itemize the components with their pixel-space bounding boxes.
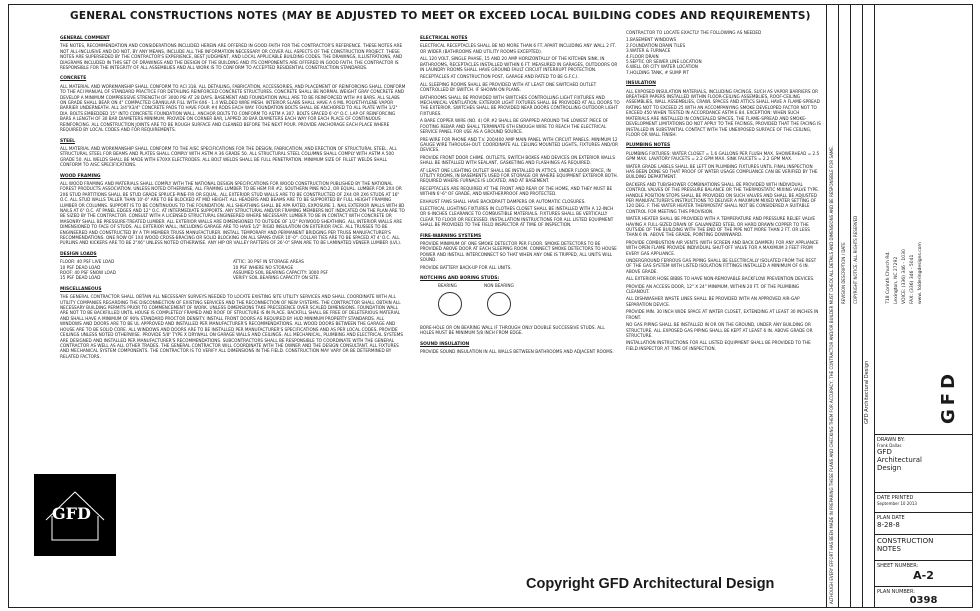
- locate-item: 4.FLOOR DRAIN: [626, 53, 659, 59]
- locate-item: 7.HOLDING TANK, # SUMP PIT: [626, 69, 689, 75]
- notes-column-plumbing: [626, 30, 822, 555]
- divider: [862, 4, 863, 608]
- plumbing-note: NO GAS PIPING SHALL BE INSTALLED IN OR ON THE GROUND, UNDER ANY BUILDING OR STRUCTURE. ALL EXPOSED GAS PIPING SHALL BE KEPT AT LEAST 6 IN. ABOVE GRADE OR STRUCTURE.: [626, 322, 813, 338]
- fire-text: PROVIDE MINIMUM OF ONE SMOKE DETECTOR PER FLOOR. SMOKE DETECTORS TO BE PROVIDED ABOVE DOOR AT EACH SLEEPING ROOM. CONNECT SMOKE DETECTORS TO HOUSE POWER AND INSTALL INTERCONNECT SO THAT WHEN ANY ONE IS TRIPPED, ALL UNITS WILL SOUND.: [420, 241, 617, 263]
- copyright-watermark: Copyright GFD Architectural Design: [526, 576, 775, 592]
- electrical-note: ELECTRICAL LIGHTING FIXTURES IN CLOTHES CLOSET SHALL BE INSTALLED WITH A 12-INCH OR 6-INCHES CLEARANCE TO COMBUSTIBLE MATERIALS. FIXTURES SHALL BE VERTICALLY CLEAR TO FLOOR OR RECESSED. INSTALLATION INSTRUCTIONS FOR ALL LISTED EQUIPMENT SHALL BE PROVIDED TO THE FIELD INSPECTOR AT TIME OF INSPECTION.: [420, 205, 614, 228]
- date-printed-value: September 10 2013: [877, 501, 917, 506]
- revision-vertical: REVISION DESCRIPTION / DATE: [841, 242, 846, 304]
- date-printed-label: DATE PRINTED: [877, 495, 914, 501]
- load-cell: ASSUMED SOIL BEARING CAPACITY: 3000 PSF: [233, 270, 329, 276]
- voice-vertical: VOICE: (336) 346 - 1030: [902, 249, 907, 304]
- plumbing-heading: PLUMBING NOTES: [626, 143, 671, 149]
- locate-heading: CONTRACTOR TO LOCATE EXACTLY THE FOLLOWING AS NEEDED: [626, 30, 762, 35]
- load-cell: ROOF: 40 PSF SNOW LOAD: [60, 270, 116, 276]
- electrical-note: A BARE COPPER WIRE (NO. 4) OR #2 SHALL BE GRAPPED AROUND THE LOWEST PIECE OF FOOTING REBAR AND SHALL TERMINATE 6TH ENOUGH WIRE TO REACH THE ELECTRICAL SERVICE PANEL FOR USE AS A GROUND SOURCE.: [420, 118, 609, 135]
- framing-heading: WOOD FRAMING: [60, 173, 101, 179]
- electrical-note: ALL 120 VOLT, SINGLE PHASE, 15 AND 20 AMP HORIZONTALLY OF THE KITCHEN SINK, IN BATHROOMS, RECEPTACLES INSTALLED WITHIN 6 FT. MEASURED IN GARAGES, OUTDOORS OR IN LAUNDRY ROOMS SHALL HAVE GROUND FAULT CIRCUIT INTERRUPT PROTECTION.: [420, 56, 618, 73]
- plumbing-note: PROVIDE COMBUSTION AIR VENTS (WITH SCREEN AND BACK DAMPER) FOR ANY APPLIANCE WITH OPEN FLAME PROVIDE INDIVIDUAL SHUT-OFF VALVE FOR A MAXIMUM 3 FEET FROM EVERY GAS APPLIANCE.: [626, 239, 819, 256]
- electrical-note: PRE-WIRE FOR PHONE AND T.V. 200/400 AMP MAIN PANEL WITH CIRCUIT PANELS. MINIMUM 12 GAUGE WIRE THROUGH-OUT. COORDINATE ALL CEILING MOUNTED LIGHTS, FIXTURES AND/OR DEVICES.: [420, 136, 618, 153]
- steel-heading: STEEL: [60, 138, 75, 144]
- sheet-number-block: [874, 560, 973, 586]
- sheet-number-label: SHEET NUMBER:: [877, 563, 919, 569]
- sheet-title-line: CONSTRUCTION: [877, 537, 934, 545]
- plumbing-note: PLUMBING FIXTURES: WATER CLOSET = 1.6 GALLONS PER FLUSH MAX. SHOWERHEAD = 2.5 GPM MAX. LAVATORY FAUCETS = 2.2 GPM MAX. SINK FAUCETS = 2.2 GPM MAX.: [626, 150, 820, 162]
- plumbing-note: PROVIDE MIN. 30 INCH WIDE SPACE AT WATER CLOSET, EXTENDING AT LEAST 30 INCHES IN FRONT.: [626, 309, 819, 320]
- load-cell: 15 PSF DEAD LOAD: [60, 275, 101, 281]
- bearing-bore-icon: [438, 292, 462, 316]
- sheet-title-line: NOTES: [877, 545, 901, 553]
- plan-number: 0398: [909, 595, 938, 606]
- locate-item: 5.SEPTIC OR SEWER LINE LOCATION: [626, 59, 702, 65]
- fire-heading: FIRE-WARNING SYSTEMS: [420, 233, 482, 239]
- firm-line: Design: [877, 464, 902, 472]
- load-cell: FLOOR: 40 PSF LIVE LOAD: [60, 259, 115, 265]
- copyright-vertical: COPYRIGHT NOTICE: ALL RIGHTS RESERVED: [853, 215, 858, 304]
- electrical-note: RECEPTACLES ARE REQUIRED AT THE FRONT AND REAR OF THE HOME, AND THEY MUST BE WITHIN 6'-6" OF GRADE, AND WEATHERPROOF AND PROTECTED.: [420, 185, 613, 197]
- steel-text: ALL MATERIAL AND WORKMANSHIP SHALL CONFORM TO THE AISC SPECIFICATIONS FOR THE DESIGN, FABRICATION, AND ERECTION OF STRUCTURAL STEEL. ALL STRUCTURAL STEEL FOR BEAMS AND PLATES SHALL COMPLY WITH ASTM A 36 GRADE 50. ALL STRUCTURAL STEEL COLUMNS SHALL COMPLY WITH ASTM A 500 GRADE 50. ALL WELDS SHALL BE MADE WITH E70XX ELECTRODES. ALL BOLT WELDS SHALL BE FULL PENETRATION. MINIMUM SIZE OF FILLET WELDS SHALL CONFORM TO AISC SPECIFICATIONS.: [60, 145, 397, 168]
- plumbing-note: ALL DISHWASHER WASTE LINES SHALL BE PROVIDED WITH AN APPROVED AIR-GAP SEPARATION DEVICE.: [626, 296, 800, 307]
- misc-heading: MISCELLANEOUS: [60, 286, 102, 292]
- electrical-note: ALL SLEEPING ROOMS SHALL BE PROVIDED WITH AT LEAST ONE SWITCHED OUTLET CONTROLLED BY SWITCH. IF SHOWN ON PLANS.: [420, 81, 597, 93]
- sheet-heading: GENERAL CONSTRUCTIONS NOTES (MAY BE ADJUSTED TO MEET OR EXCEED LOCAL BUILDING CODES AND REQUIREMENTS): [70, 10, 811, 22]
- concrete-heading: CONCRETE: [60, 76, 87, 82]
- disclaimer-vertical: ALTHOUGH EVERY EFFORT HAS BEEN MADE IN PREPARING THESE PLANS AND CHECKING THEM FOR ACCURACY, THE CONTRACTOR AND/OR BUILDER MUST CHECK ALL DETAILS AND DIMENSIONS AND BE RESPONSIBLE FOR SAME.: [829, 145, 834, 604]
- locate-item: 6.WELL OR CITY WATER LOCATION: [626, 64, 698, 70]
- general-heading: GENERAL COMMENT: [60, 36, 110, 41]
- locate-item: 3.WATER & FURNACE: [626, 48, 671, 54]
- load-cell: 10 PSF WHERE NO STORAGE: [233, 264, 294, 270]
- bearing-label: BEARING: [438, 283, 457, 289]
- date-printed-block: [874, 492, 973, 512]
- drawn-by-name: Frank Dallas: [877, 443, 902, 448]
- plan-number-label: PLAN NUMBER:: [877, 589, 915, 595]
- plan-date-block: [874, 512, 973, 534]
- electrical-heading: ELECTRICAL NOTES: [420, 36, 468, 41]
- electrical-note: AT LEAST ONE LIGHTING OUTLET SHALL BE INSTALLED IN ATTICS, UNDER FLOOR SPACE, IN UTILITY ROOMS, IN BASEMENTS USED FOR STORAGE OR WHERE EQUIPMENT EXTERIOR BOTH. REQUIRED WHERE FURNACE IS LOCATED, AND AT BASEMENT.: [420, 167, 618, 184]
- non-bearing-label: NON BEARING: [484, 283, 514, 289]
- title-block: [826, 4, 973, 608]
- fax-vertical: FAX: (336) 346 - 5041: [910, 254, 915, 304]
- notch-text: BORE-HOLE OR ON BEARING WALL IF THROUGH ONLY DOUBLE SUCCESSIVE STUDS. ALL HOLES MUST BE MINIMUM 5/8 INCH FROM EDGE.: [420, 324, 605, 336]
- load-cell: 10 PSF DEAD LOAD: [60, 264, 101, 270]
- firm-line: Architectural: [877, 456, 922, 464]
- locate-item: 2.FOUNDATION DRAIN TILES: [626, 42, 686, 48]
- divider: [838, 4, 839, 608]
- gfd-vertical-letters: GFD: [938, 369, 959, 424]
- divider: [850, 4, 851, 608]
- load-cell: VERIFY SOIL BEARING CAPACITY ON SITE.: [233, 275, 320, 281]
- electrical-note: ELECTRICAL RECEPTACLES SHALL BE NO MORE THAN 6 FT. APART INCLUDING ANY WALL 2 FT. OR WIDER (BATHROOMS AND UTILITY ROOMS EXCEPTED).: [420, 43, 616, 54]
- locate-item: 1.BASEMENT WINDOWS: [626, 37, 677, 43]
- framing-text: ALL WOOD FRAMING AND MATERIALS SHALL COMPLY WITH THE NATIONAL DESIGN SPECIFICATIONS FOR WOOD CONSTRUCTION PUBLISHED BY THE NATIONAL FOREST PRODUCTS ASSOCIATION. UNLESS NOTED OTHERWISE, ALL FRAMING LUMBER TO BE HEM FIR #2, SOUTHERN PINE NO.2, OR EQUAL. LUMBER FOR 2X4 OR 2X6 STUD PARTITIONS SHALL BE STUD GRADE SPRUCE-PINE-FIR OR EQUAL. ALL EXTERIOR STUD WALLS ARE TO BE CONSTRUCTED OF 2X4 OR 2X6 STUDS AT 16" O.C. ALL STUD WALLS TALLER THAN 10'-0" ARE TO BE BLOCKED AT MID HEIGHT. ALL HEADERS AND BEAMS ARE TO BE SUPPORTED BY FULL HEIGHT FRAMING LUMBER OR COLUMNS. SUPPORT IS TO BE CONTINUOUS TO THE FOUNDATION. ALL SHEATHING SHALL BE APA RATED, EXPOSURE 1. NAIL EXTERIOR WALLS WITH 8D NAILS AT 6" O.C. AT PANEL EDGES AND 12" O.C. AT INTERMEDIATE SUPPORTS. ANY STRUCTURAL AND/OR FRAMING MEMBERS NOT INDICATED ON THE PLAN ARE TO BE SIZED BY THE CONTRACTOR. CONSULT WITH A LICENSED STRUCTURAL ENGINEERED WHERE NECESSARY. LUMBER TO BE IN CONTACT WITH CONCRETE OR MASONRY SHALL BE PRESSURE-TREATED LUMBER. ALL EXTERIOR WALLS ARE DIMENSIONED TO OUTSIDE OF 1/2" PLYWOOD SHEATHING. ALL INTERIOR WALLS ARE DIMENSIONED TO FACE OF STUDS. ALL EXTERIOR WALL, INCLUDING GARAGE ARE TO HAVE 1/2" RIGID INSULATION ON EXTERIOR FACE. ALL TRUSSES TO BE ENGINEERED AND CONSTRUCTED BY A TPI MEMBER TRUSS MANUFACTURER. INSTALL TEMPORARY AND PERMANENT BRIDGING PER TRUSS MANUFACTURER'S RECOMMENDATIONS. ONE ROW OF 1X4 WOOD CROSS-BRACING OR SOLID BLOCKING ON ALL SPANS OVER 10'-0". COLLAR TIES ARE TO BE SPACED AT 4' O.C. ALL PURLINS AND KICKERS ARE TO BE 2"X6" UNLESS NOTED OTHERWISE. ANY HIP OR VALLEY RAFTERS OF 26'-0" SPAN ARE TO BE LAMINATED VENEER LUMBER (LVL).: [60, 180, 405, 246]
- plumbing-note: PROVIDE AN ACCESS DOOR, 12" X 24" MINIMUM, WITHIN 20 FT. OF THE PLUMBING CLEANOUT.: [626, 283, 800, 295]
- plan-date-label: PLAN DATE: [877, 515, 905, 521]
- battery-text: PROVIDE BATTERY BACK-UP FOR ALL UNITS.: [420, 264, 512, 270]
- sheet-number: A-2: [913, 569, 934, 582]
- web-vertical: www. folderingdesigns.com: [918, 242, 923, 304]
- insulation-text: ALL EXPOSED INSULATION MATERIALS, INCLUDING FACINGS, SUCH AS VAPOR BARRIERS OR BREATHER PAPERS INSTALLED WITHIN FLOOR-CEILING ASSEMBLIES, ROOF-CEILING ASSEMBLIES, WALL ASSEMBLIES, CRAWL SPACES AND ATTICS SHALL HAVE A FLAME-SPREAD RATING NOT TO EXCEED 25 WITH AN ACCOMPANYING SMOKE DEVELOPED FACTOR NOT TO EXCEED 450 WHEN TESTED IN ACCORDANCE ASTM E 84. EXCEPTION: WHEN SUCH MATERIALS ARE INSTALLED IN CONCEALED SPACES, THE FLAME-SPREAD AND SMOKE-DEVELOPMENT LIMITATIONS DO NOT APPLY TO THE FACINGS, PROVIDED THAT THE FACING IS INSTALLED IN SUBSTANTIAL CONTACT WITH THE UNEXPOSED SURFACE OF THE CEILING, FLOOR OR WALL FINISH.: [626, 88, 821, 137]
- load-cell: ATTIC: 30 PSF IN STORAGE AREAS: [233, 259, 304, 265]
- drawn-by-block: [874, 434, 973, 472]
- design-loads-table: [60, 259, 406, 281]
- electrical-note: EXHAUST FANS SHALL HAVE BACKDRAFT DAMPERS OR AUTOMATIC CLOSURES.: [420, 198, 586, 204]
- plumbing-note: ALL EXTERIOR HOSE BIBBS TO HAVE NON-REMOVABLE BACKFLOW PREVENTION DEVICES.: [626, 276, 815, 282]
- logo-text: GFD: [52, 504, 91, 523]
- plumbing-note: INSTALLATION INSTRUCTIONS FOR ALL LISTED EQUIPMENT SHALL BE PROVIDED TO THE FIELD INSPECTOR AT TIME OF INSPECTION.: [626, 340, 811, 351]
- city-vertical: Lexington, NC 27292: [894, 256, 899, 304]
- insulation-heading: INSULATION: [626, 81, 656, 87]
- sound-text: PROVIDE SOUND INSULATION IN ALL WALLS BETWEEN BATHROOMS AND ADJACENT ROOMS.: [420, 349, 614, 355]
- address-vertical: 718 Corinth Church Rd.: [886, 251, 891, 304]
- electrical-note: RECEPTACLES AT CONSTRUCTION POST, GARAGE AND RATED TO BE G.F.C.I.: [420, 74, 579, 80]
- notch-heading: NOTCHING AND BORING STUDS:: [420, 276, 500, 282]
- electrical-note: PROVIDE FRONT DOOR CHIME. OUTLETS, SWITCH BOXES AND DEVICES ON EXTERIOR WALLS SHALL BE INSTALLED WITH SEALANT, GASKETING AND FLASHINGS AS REQUIRED.: [420, 154, 616, 166]
- drawn-by-label: DRAWN BY:: [877, 437, 905, 443]
- notching-diagram: [438, 283, 620, 318]
- plumbing-note: WATER HEATER SHALL BE PROVIDED WITH A TEMPERATURE AND PRESSURE RELIEF VALVE HAVING A FULL-SIZED DRAIN OF GALVANIZED STEEL OR HARD DRAWN COPPER TO THE OUTSIDE OF THE BUILDING WITH THE END OF THE PIPE NOT MORE THAN 2 FT. OR LESS THAN 6 IN. ABOVE THE GRADE, POINTING DOWNWARD.: [626, 216, 816, 238]
- electrical-note: BATHROOMS SHALL BE PROVIDED WITH SWITCHES CONTROLLING LIGHT FIXTURES AND MECHANICAL VENTILATION. EXTERIOR LIGHT FIXTURES SHALL BE PROVIDED AT ALL DOORS TO THE EXTERIOR. SWITCHES SHALL BE PROVIDED NEAR DOORS CONTROLLING OUTDOOR LIGHT FIXTURES.: [420, 94, 620, 116]
- notes-column-electrical: [420, 30, 620, 555]
- plan-number-block: [874, 586, 973, 608]
- sound-heading: SOUND INSULATION: [420, 341, 470, 347]
- plumbing-note: BACKERS AND TUB/SHOWER COMBINATIONS SHALL BE PROVIDED WITH INDIVIDUAL CONTROL VALVES OF THE PRESSURE BALANCE OR THE THERMOSTATIC MIXING VALVE TYPE. HANDLE POSITION STOPS SHALL BE PROVIDED ON SUCH VALVES AND SHALL BE ADJUSTED PER MANUFACTURER'S INSTRUCTIONS TO DELIVER A MAXIMUM MIXED WATER SETTING OF 120 DEG. F. THE WATER HEATER THERMOSTAT SHALL NOT BE CONSIDERED A SUITABLE CONTROL FOR MEETING THIS PROVISION.: [626, 181, 820, 214]
- loads-heading: DESIGN LOADS: [60, 251, 97, 257]
- gfd-logo: [34, 474, 116, 556]
- misc-text: THE GENERAL CONTRACTOR SHALL OBTAIN ALL NECESSARY SURVEYS NEEDED TO LOCATE EXISTING SITE UTILITY SERVICES AND SHALL COORDINATE WITH ALL UTILITY COMPANIES REGARDING THE DISCONNECTION OF EXISTING SERVICES AND THE RECONNECTION OF NEW SYSTEMS. THE CONTRACTOR SHALL OBTAIN ALL NECESSARY BUILDING PERMITS PRIOR TO COMMENCEMENT OF WORK. UNLESS DIMENSIONS TAKE PRECEDENCE OVER SCALED DIMENSIONS. FOUNDATION WALL ARE NOT TO BE BACKFILLED UNTIL HOUSE IS COMPLETELY FRAMED AND ROOF OF STRUCTURE IS IN PLACE. BACKFILL SHALL BE FREE OF DELETERIOUS MATERIAL AND SHALL HAVE A MINIMUM OF 90% STANDARD PROCTOR DENSITY. INSTALL FRONT DOORS AS REQUIRED BY HUD MINIMUM PROPERTY STANDARDS. ALL WINDOWS AND DOORS ARE TO BE UL APPROVED AND INSTALLED PER MANUFACTURER'S RECOMMENDATIONS. ALL WOOD DOORS BETWEEN THE GARAGE AND HOUSE ARE TO BE SOLID CORE. ALL WINDOWS AND DOORS ARE TO BE INSTALLED PER MANUFACTURER'S SPECIFICATIONS AND AS PER LOCAL CODES. PROVIDE CEILINGS UNLESS NOTED OTHERWISE. PROVIDE 5/8" TYPE X DRYWALL ON GARAGE WALLS AND CEILINGS. ALL MECHANICAL, PLUMBING AND ELECTRICAL SYSTEMS ARE DESIGNED AND INSTALLED PER MANUFACTURER'S RECOMMENDATIONS. SUBCONTRACTORS SHALL BE RESPONSIBLE TO COORDINATE WITH THE GENERAL CONTRACTOR AS WELL AS ALL OTHER TRADES. THE GENERAL CONTRACTOR WILL COORDINATE WITH THE OWNER AND THE DESIGN CONSULTANT. ALL FIXTURES AND MECHANICAL SYSTEM COMPONENTS. THE CONTRACTOR IS TO VERIFY ALL DIMENSIONS IN THE FIELD. CONSTRUCTION MAY VARY OR BE DETERMINED BY RELATED FACTORS.: [60, 294, 404, 359]
- divider: [826, 4, 827, 608]
- plumbing-note: UNDERGROUND FERROUS GAS PIPING SHALL BE ELECTRICALLY ISOLATED FROM THE REST OF THE GAS SYSTEM WITH LISTED ISOLATION FITTINGS INSTALLED A MINIMUM OF 6 IN. ABOVE GRADE.: [626, 258, 817, 274]
- general-text: THE NOTES, RECOMMENDATION AND CONSIDERATIONS INCLUDED HEREIN ARE OFFERED IN GOOD FAITH FOR THE CONTRACTOR'S REFERENCE. THESE NOTES ARE NOT ALL-INCLUSIVE AND DO NOT, BY ANY MEANS, INCLUDE ALL THE INFORMATION NECESSARY OR COVER ALL ASPECTS OF THE CONSTRUCTION PROJECT. THESE NOTES ARE SUPERSEDED BY THE CONTRACTOR'S EXPERIENCE, BEST JUDGMENT, AND LOCAL APPLICABLE BUILDING CODES. THE DRAWINGS, ILLUSTRATIONS, AND DIAGRAMS INCLUDED IN THIS SET OF DRAWINGS AND THE DESIGN OF THE BUILDING AND ITS COMPONENTS ARE OFFERED IN GOOD FAITH. THE CONTRACTOR IS RESPONSIBLE FOR THE INTEGRITY OF ALL ASSEMBLIES AND ALL WORK IS TO CONFORM TO ACCEPTED RESIDENTIAL CONSTRUCTION STANDARDS.: [60, 43, 403, 71]
- non-bearing-bore-icon: [487, 292, 511, 316]
- plumbing-note: WATER GRADE LABELS SHALL BE LEFT ON PLUMBING FIXTURES UNTIL FINAL INSPECTION HAS BEEN DONE SO THAT PROOF OF WATER USAGE COMPLIANCE CAN BE VERIFIED BY THE BUILDING DEPARTMENT.: [626, 163, 818, 180]
- firm-vertical: GFD Architectural Design: [864, 360, 870, 424]
- sheet-title-block: [874, 534, 973, 560]
- plan-date-value: 8-28-8: [877, 521, 900, 529]
- concrete-text: ALL MATERIAL AND WORKMANSHIP SHALL CONFORM TO ACI 318. ALL DETAILING, FABRICATION, ACCESSORIES, AND PLACEMENT OF REINFORCING SHALL CONFORM TO THE ACI MANUAL OF STANDARD PRACTICE FOR DETAILING REINFORCED CONCRETE STRUCTURES. CONCRETE SHALL BE NORMAL WEIGHT GRAY CONCRETE AND DEVELOP A MINIMUM COMPRESSIVE STRENGTH OF 3000 PSI AT 28 DAYS. BASEMENT AND FOUNDATION WALL ARE TO BE REINFORCED WITH #4 BARS. ALL SLABS ON GRADE SHALL BEAR ON 4" COMPACTED GRANULAR FILL WITH 6X6 - 1.4 WELDED WIRE MESH. INTERIOR SLABS SHALL HAVE A 6 MIL POLYETHYLENE VAPOR BARRIER UNDERNEATH. ALL 3/4"X3/4" CONCRETE PADS TO HAVE FOUR #4 RODS EACH WAY. FOUNDATION BOLTS SHALL BE ANCHORED TO ALL PLATE WITH 1/2" DIA. BOLTS EMBEDDED 15" INTO CONCRETE FOUNDATION WALL. ANCHOR BOLTS TO CONFORM TO ASTM A 307. BOLTS SPACED 6'-0" O.C. LAP OF REINFORCING BARS A LENGTH OF 30 BAR DIAMETERS MINIMUM. PROVIDE ON CORNER BAR, LAPPED 30 BAR DIAMETERS EACH WAY FOR EACH PLACE OF CONTINUOUS REINFORCING. ALL CONSTRUCTION JOINTS ARE TO BE ROUGH SURFACE AND CLEANED BEFORE THE NEXT POUR. PROVIDE ANCHORAGE EACH PLACE WHERE REQUIRED BY LOCAL CODES AND FOR REQUIREMENTS.: [60, 83, 406, 133]
- firm-line: GFD: [877, 448, 892, 456]
